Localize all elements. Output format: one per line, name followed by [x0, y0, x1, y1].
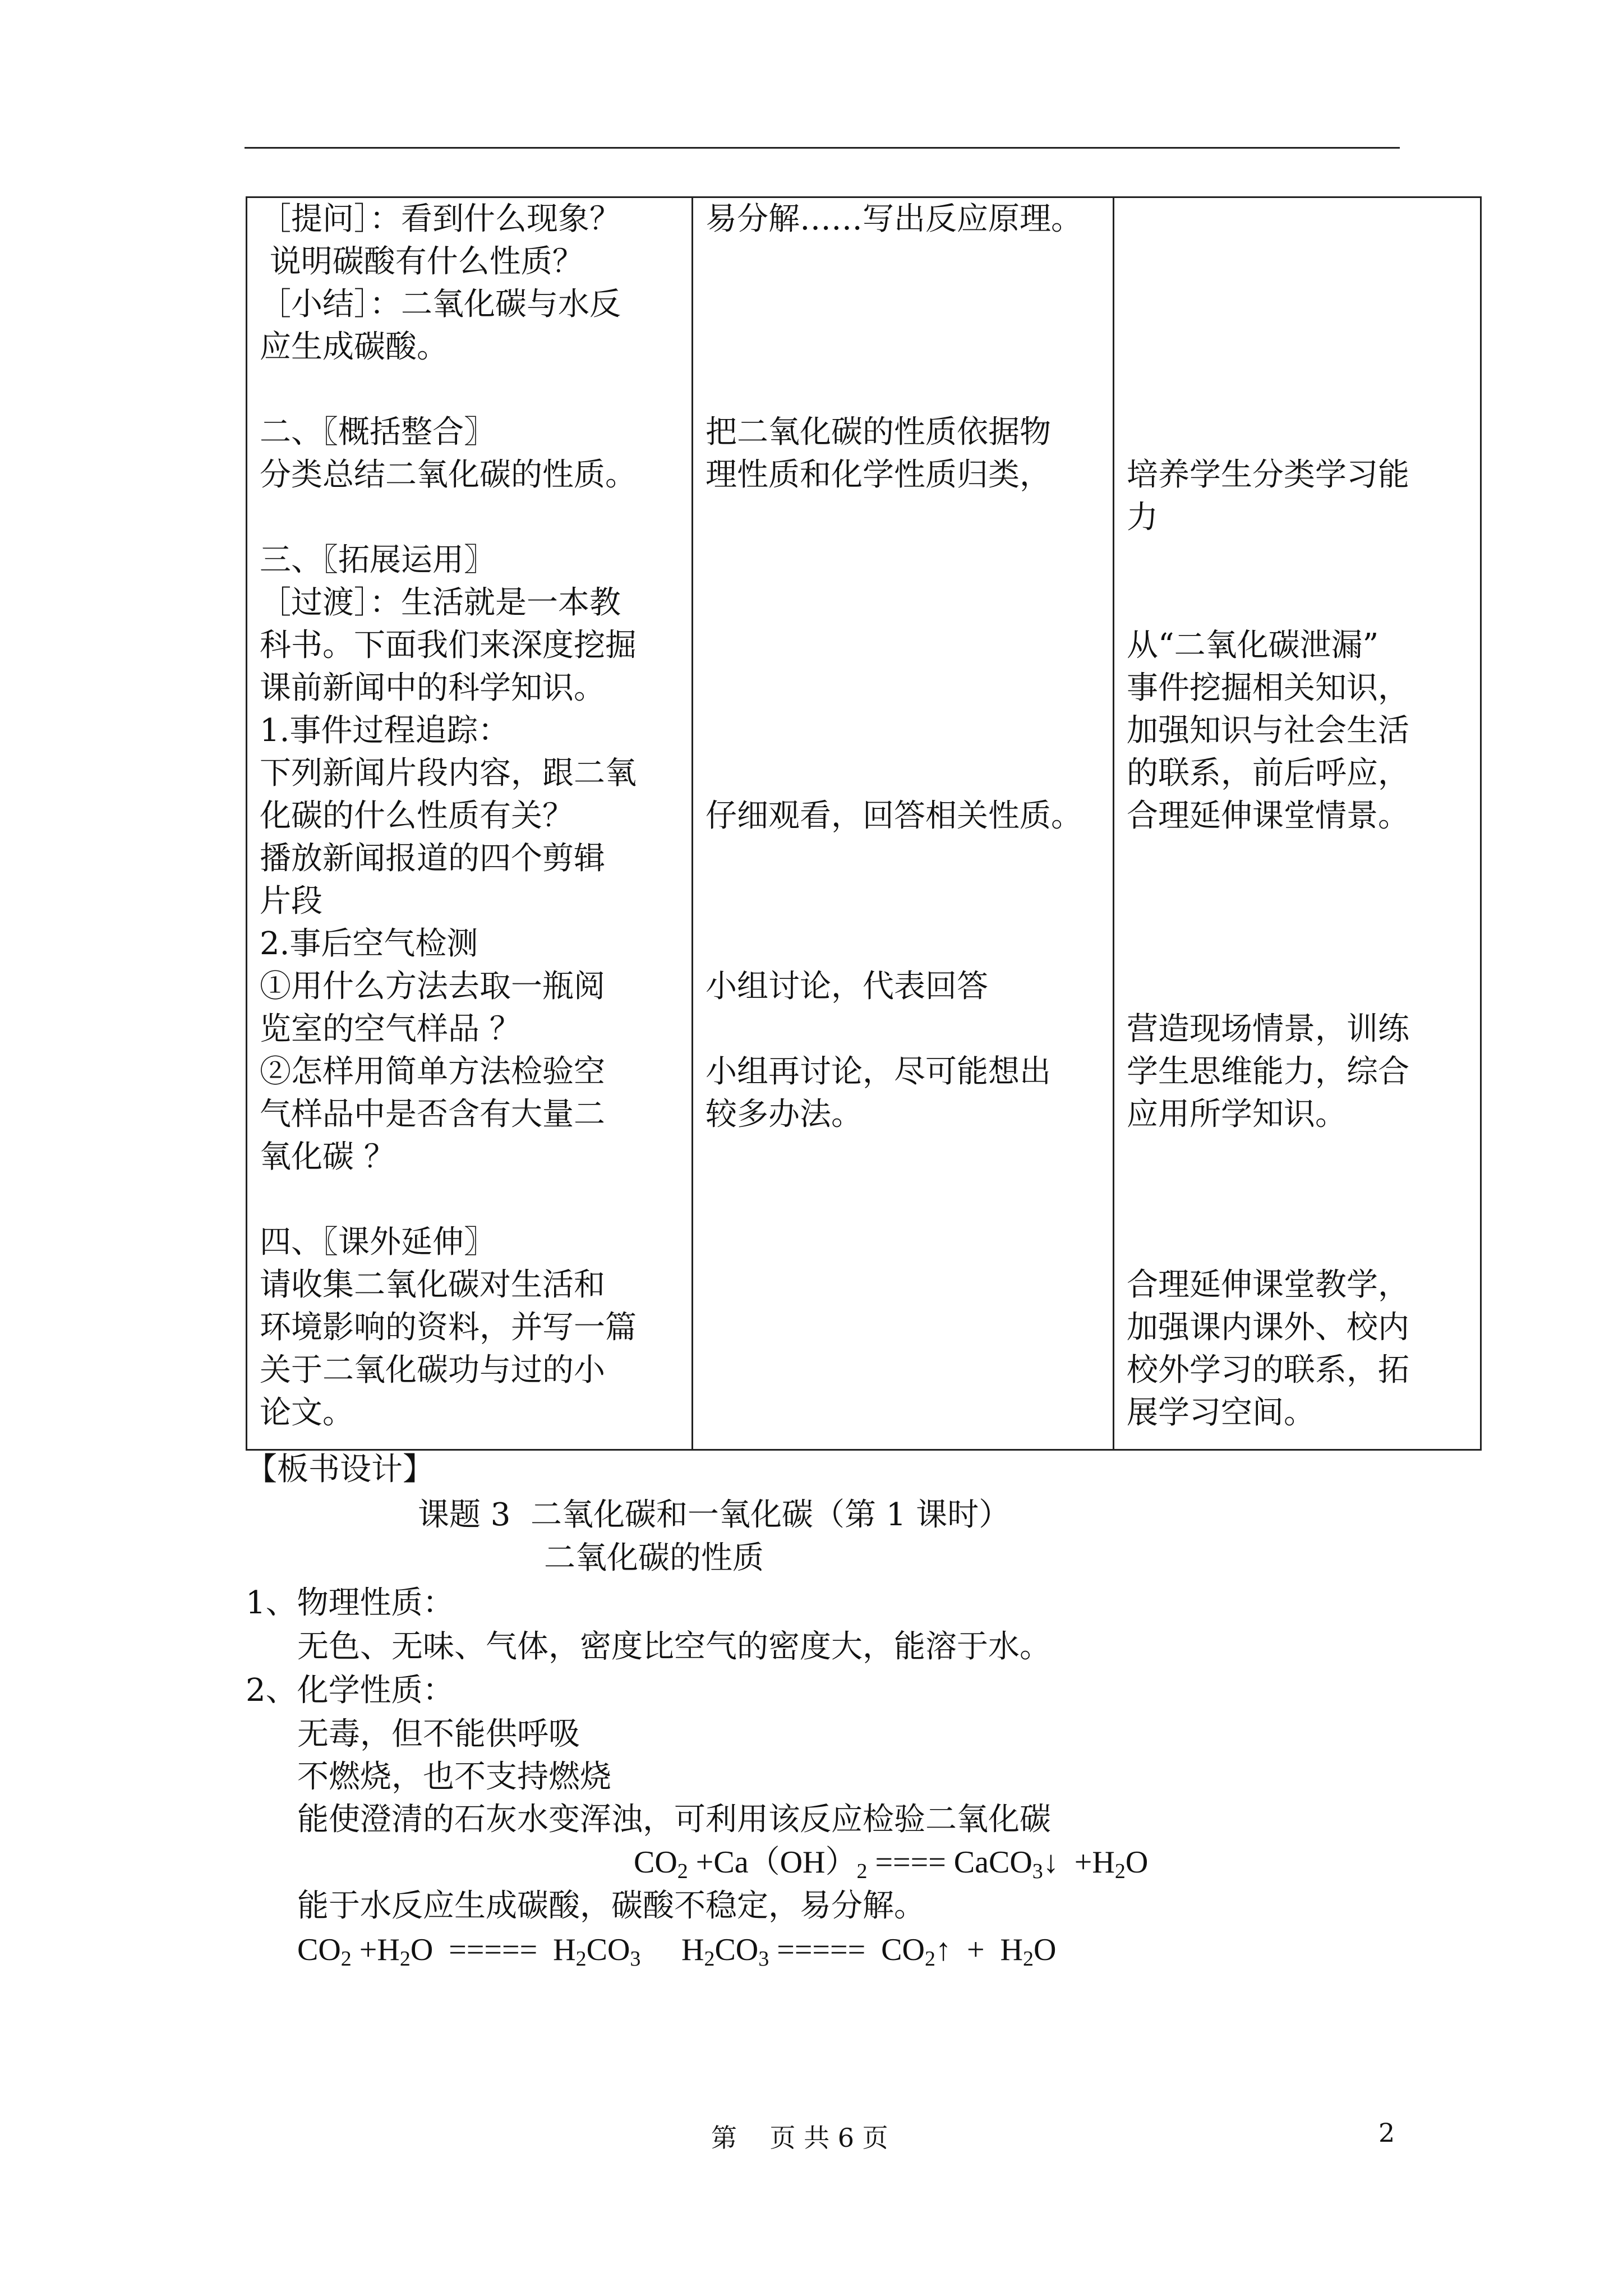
- chemical-properties-heading: 2、化学性质：: [246, 1672, 454, 1709]
- equation-limewater: [634, 1841, 1148, 1884]
- section-heading: 三、〖拓展运用〗: [260, 542, 495, 578]
- text-line: 合理延伸课堂情景。: [1127, 798, 1409, 834]
- table-row: [247, 197, 1481, 1450]
- chemical-property-line: 能使澄清的石灰水变浑浊，可利用该反应检验二氧化碳: [297, 1801, 1051, 1838]
- text-line: 的联系，前后呼应，: [1127, 755, 1409, 792]
- page-number: 2: [1378, 2118, 1395, 2148]
- physical-properties-text: 无色、无味、气体，密度比空气的密度大，能溶于水。: [297, 1628, 1051, 1665]
- text-line: 从“二氧化碳泄漏”: [1127, 627, 1379, 664]
- formula-text: O: [1033, 1932, 1057, 1967]
- text-line: 易分解……写出反应原理。: [706, 201, 1082, 237]
- student-activity-cell: [693, 197, 1114, 1450]
- equation-carbonic-acid-decomposition: [681, 1929, 1056, 1971]
- text-line: 较多办法。: [706, 1096, 863, 1133]
- chemical-property-line: 无毒，但不能供呼吸: [297, 1716, 580, 1752]
- formula-text: CO: [634, 1845, 677, 1880]
- formula-text: CO: [714, 1932, 759, 1967]
- text-line: 请收集二氧化碳对生活和: [260, 1267, 605, 1303]
- teacher-activity-cell: [247, 197, 693, 1450]
- text-line: 播放新闻报道的四个剪辑: [260, 840, 605, 877]
- text-line: 片段: [260, 883, 322, 919]
- text-line: 览室的空气样品 ？: [260, 1011, 521, 1047]
- text-line: 小组讨论，代表回答: [706, 968, 988, 1005]
- text-line: 气样品中是否含有大量二: [260, 1096, 605, 1133]
- text-line: 应用所学知识。: [1127, 1096, 1347, 1133]
- text-line: 合理延伸课堂教学，: [1127, 1267, 1409, 1303]
- board-design-heading: 【板书设计】: [246, 1451, 434, 1488]
- text-line: 科书。下面我们来深度挖掘: [260, 627, 637, 664]
- header-rule: [245, 147, 1400, 149]
- formula-subscript: 3: [1032, 1860, 1043, 1883]
- text-line: 1.事件过程追踪：: [260, 712, 510, 749]
- formula-text: H: [681, 1932, 704, 1967]
- formula-text: ↑ + H: [935, 1932, 1023, 1967]
- board-subtitle: 二氧化碳的性质: [544, 1540, 764, 1576]
- equation-carbonic-acid-formation: [297, 1929, 640, 1971]
- formula-text: CO: [586, 1932, 630, 1967]
- text-line: 关于二氧化碳功与过的小: [260, 1352, 605, 1388]
- section-heading: 二、〖概括整合〗: [260, 414, 495, 450]
- text-line: 化碳的什么性质有关？: [260, 798, 574, 834]
- text-line: 应生成碳酸。: [260, 329, 448, 365]
- text-line: 环境影响的资料，并写一篇: [260, 1309, 637, 1346]
- text-line: 仔细观看，回答相关性质。: [706, 798, 1082, 834]
- section-heading: 四、〖课外延伸〗: [260, 1224, 495, 1260]
- text-line: 理性质和化学性质归类，: [706, 457, 1051, 493]
- text-line: 课前新闻中的科学知识。: [260, 670, 605, 706]
- formula-text: O: [1125, 1845, 1149, 1880]
- text-line: 把二氧化碳的性质依据物: [706, 414, 1051, 450]
- formula-subscript: 3: [630, 1947, 641, 1971]
- formula-text: O ===== H: [410, 1932, 576, 1967]
- design-intent-cell: [1114, 197, 1481, 1450]
- text-line: 力: [1127, 499, 1158, 536]
- formula-text: ↓ +H: [1043, 1845, 1115, 1880]
- text-line: 说明碳酸有什么性质？: [260, 243, 584, 280]
- formula-subscript: 2: [1022, 1947, 1034, 1971]
- formula-text: +Ca（OH）: [688, 1845, 857, 1880]
- text-line: 氧化碳 ？: [260, 1139, 395, 1175]
- text-line: 2.事后空气检测: [260, 926, 478, 962]
- lesson-table: [246, 196, 1482, 1451]
- chemical-property-line: 不燃烧，也不支持燃烧: [297, 1759, 611, 1795]
- text-line: 学生思维能力，综合: [1127, 1053, 1409, 1090]
- formula-subscript: 2: [924, 1947, 935, 1971]
- text-line: 下列新闻片段内容，跟二氧: [260, 755, 637, 792]
- text-line: 加强知识与社会生活: [1127, 712, 1409, 749]
- formula-text: ==== CaCO: [867, 1845, 1032, 1880]
- formula-subscript: 2: [340, 1947, 352, 1971]
- board-title: 课题 3 二氧化碳和一氧化碳（第 1 课时）: [418, 1497, 1011, 1533]
- text-line: 论文。: [260, 1395, 354, 1431]
- formula-subscript: 2: [575, 1947, 587, 1971]
- formula-text: CO: [297, 1932, 341, 1967]
- page-counter: 第 页 共 6 页: [711, 2123, 888, 2153]
- text-line: 展学习空间。: [1127, 1395, 1315, 1431]
- formula-text: ===== CO: [769, 1932, 925, 1967]
- formula-subscript: 3: [758, 1947, 769, 1971]
- chemical-property-line: 能于水反应生成碳酸，碳酸不稳定，易分解。: [297, 1888, 925, 1924]
- text-line: ［小结］：二氧化碳与水反: [260, 286, 621, 323]
- text-line: 培养学生分类学习能: [1127, 457, 1409, 493]
- formula-subscript: 2: [677, 1860, 688, 1883]
- text-line: 事件挖掘相关知识，: [1127, 670, 1409, 706]
- text-line: ②怎样用简单方法检验空: [260, 1053, 605, 1090]
- text-line: ①用什么方法去取一瓶阅: [260, 968, 605, 1005]
- formula-subscript: 2: [856, 1860, 868, 1883]
- text-line: 校外学习的联系，拓: [1127, 1352, 1409, 1388]
- formula-subscript: 2: [1114, 1860, 1126, 1883]
- text-line: ［提问］：看到什么现象？: [260, 201, 621, 237]
- text-line: 小组再讨论，尽可能想出: [706, 1053, 1051, 1090]
- formula-subscript: 2: [399, 1947, 411, 1971]
- formula-text: +H: [351, 1932, 400, 1967]
- physical-properties-heading: 1、物理性质：: [246, 1585, 454, 1621]
- text-line: 营造现场情景，训练: [1127, 1011, 1409, 1047]
- text-line: 分类总结二氧化碳的性质。: [260, 457, 637, 493]
- formula-subscript: 2: [704, 1947, 715, 1971]
- text-line: ［过渡］：生活就是一本教: [260, 585, 621, 621]
- text-line: 加强课内课外、校内: [1127, 1309, 1409, 1346]
